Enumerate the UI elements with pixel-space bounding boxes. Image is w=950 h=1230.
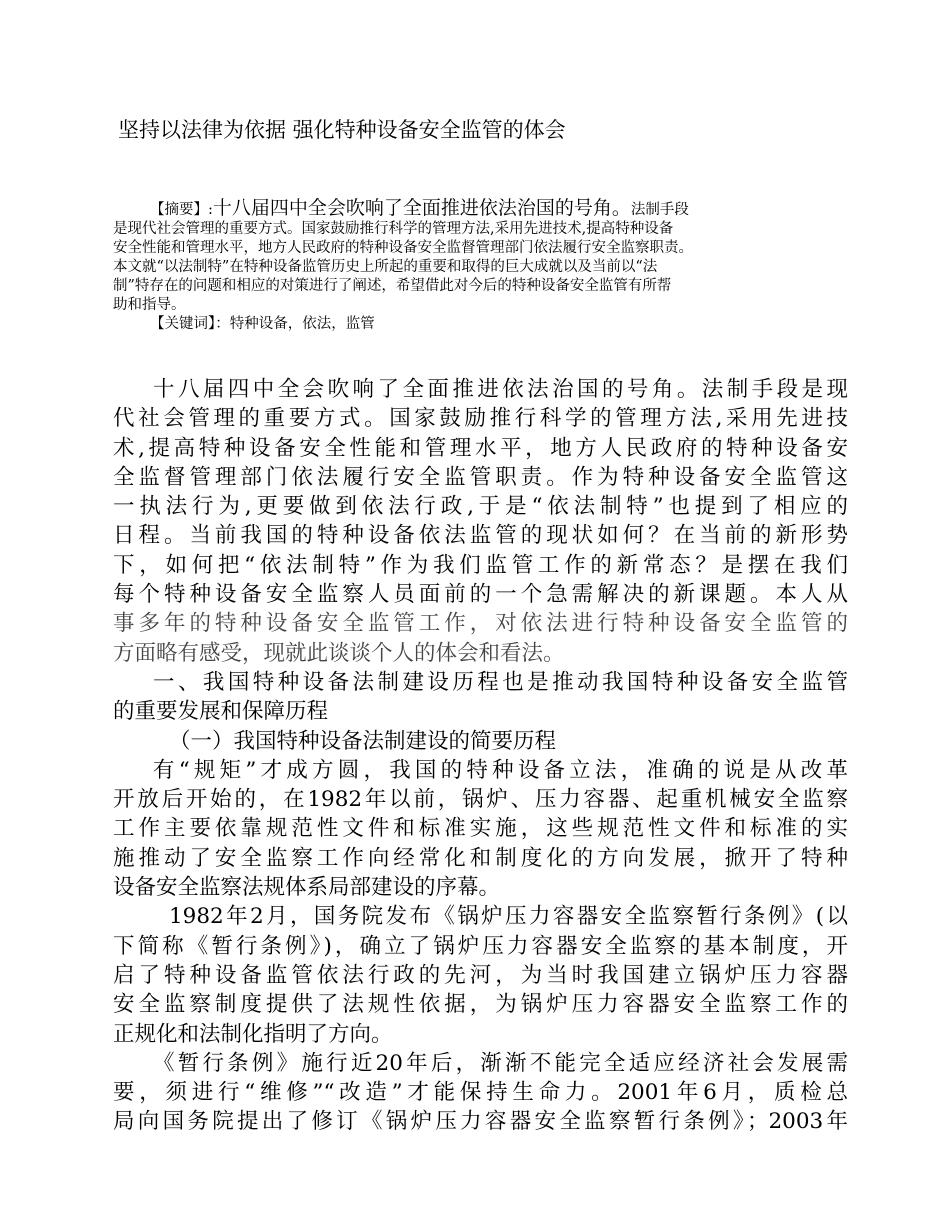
abstract-line-6: 助和指导。 — [113, 297, 186, 313]
abstract-line-5: 制”特存在的问题和相应的对策进行了阐述，希望借此对今后的特种设备安全监管有所帮 — [113, 278, 672, 294]
body-line: 方面略有感受，现就此谈谈个人的体会和看法。 — [113, 640, 565, 666]
keywords-text: 特种设备，依法，监管 — [229, 316, 375, 332]
body-line: 下简称《暂行条例》)，确立了锅炉压力容器安全监察的基本制度，开 — [113, 933, 848, 959]
abstract-block — [113, 199, 840, 334]
body-line: 施推动了安全监察工作向经常化和制度化的方向发展，掀开了特种 — [113, 845, 848, 871]
keywords-label: 【关键词】： — [150, 316, 230, 332]
abstract-lead: 十八届四中全会吹响了全面推进依法治国的号角。 — [212, 197, 631, 219]
body-line: 十八届四中全会吹响了全面推进依法治国的号角。法制手段是现 — [153, 377, 848, 402]
section-heading-cont: 的重要发展和保障历程 — [113, 699, 329, 725]
body-line: 全监督管理部门依法履行安全监管职责。作为特种设备安全监管这 — [113, 464, 848, 490]
body-line: 代社会管理的重要方式。国家鼓励推行科学的管理方法,采用先进技 — [113, 406, 848, 432]
abstract-label: 【摘要】: — [150, 202, 213, 218]
abstract-line-3: 安全性能和管理水平，地方人民政府的特种设备安全监督管理部门依法履行安全监察职责。 — [113, 240, 693, 256]
document-title: 坚持以法律为依据 强化特种设备安全监管的体会 — [118, 118, 566, 142]
abstract-line-4: 本文就“以法制特”在特种设备监管历史上所起的重要和取得的巨大成就以及当前以“法 — [113, 259, 658, 275]
body-line: 局向国务院提出了修订《锅炉压力容器安全监察暂行条例》；2003年 — [113, 1109, 848, 1135]
body-line: 《暂行条例》施行近20年后，渐渐不能完全适应经济社会发展需 — [153, 1050, 848, 1076]
body-line: 1982年2月，国务院发布《锅炉压力容器安全监察暂行条例》(以 — [169, 904, 848, 930]
abstract-text-1: 法制手段 — [630, 202, 689, 218]
body-line: 启了特种设备监管依法行政的先河，为当时我国建立锅炉压力容器 — [113, 962, 848, 988]
section-heading: 一、我国特种设备法制建设历程也是推动我国特种设备安全监管 — [153, 669, 848, 695]
body-line: 下，如何把“依法制特”作为我们监管工作的新常态？是摆在我们 — [113, 552, 848, 578]
body-line: 安全监察制度提供了法规性依据，为锅炉压力容器安全监察工作的 — [113, 992, 848, 1018]
body-line: 正规化和法制化指明了方向。 — [113, 1021, 393, 1047]
body-line: 术,提高特种设备安全性能和管理水平，地方人民政府的特种设备安 — [113, 435, 848, 461]
abstract-line-1 — [113, 199, 840, 220]
body-line: 开放后开始的，在1982年以前，锅炉、压力容器、起重机械安全监察 — [113, 787, 848, 813]
body-line: 每个特种设备安全监察人员面前的一个急需解决的新课题。本人从 — [113, 582, 848, 608]
keywords-line — [113, 315, 840, 334]
body-line: 日程。当前我国的特种设备依法监管的现状如何？在当前的新形势 — [113, 523, 848, 549]
body-line: 设备安全监察法规体系局部建设的序幕。 — [113, 875, 501, 901]
body-line: 有“规矩”才成方圆，我国的特种设备立法，准确的说是从改革 — [153, 757, 848, 783]
subsection-heading: （一）我国特种设备法制建设的简要历程 — [169, 728, 557, 754]
body-line: 一执法行为,更要做到依法行政,于是“依法制特”也提到了相应的 — [113, 494, 848, 520]
body-line: 要，须进行“维修”“改造”才能保持生命力。2001年6月，质检总 — [113, 1080, 848, 1106]
abstract-line-2: 是现代社会管理的重要方式。国家鼓励推行科学的管理方法,采用先进技术,提高特种设备 — [113, 221, 674, 237]
body-line: 事多年的特种设备安全监管工作，对依法进行特种设备安全监管的 — [113, 611, 848, 637]
body-text — [113, 375, 848, 1137]
body-line: 工作主要依靠规范性文件和标准实施，这些规范性文件和标准的实 — [113, 816, 848, 842]
